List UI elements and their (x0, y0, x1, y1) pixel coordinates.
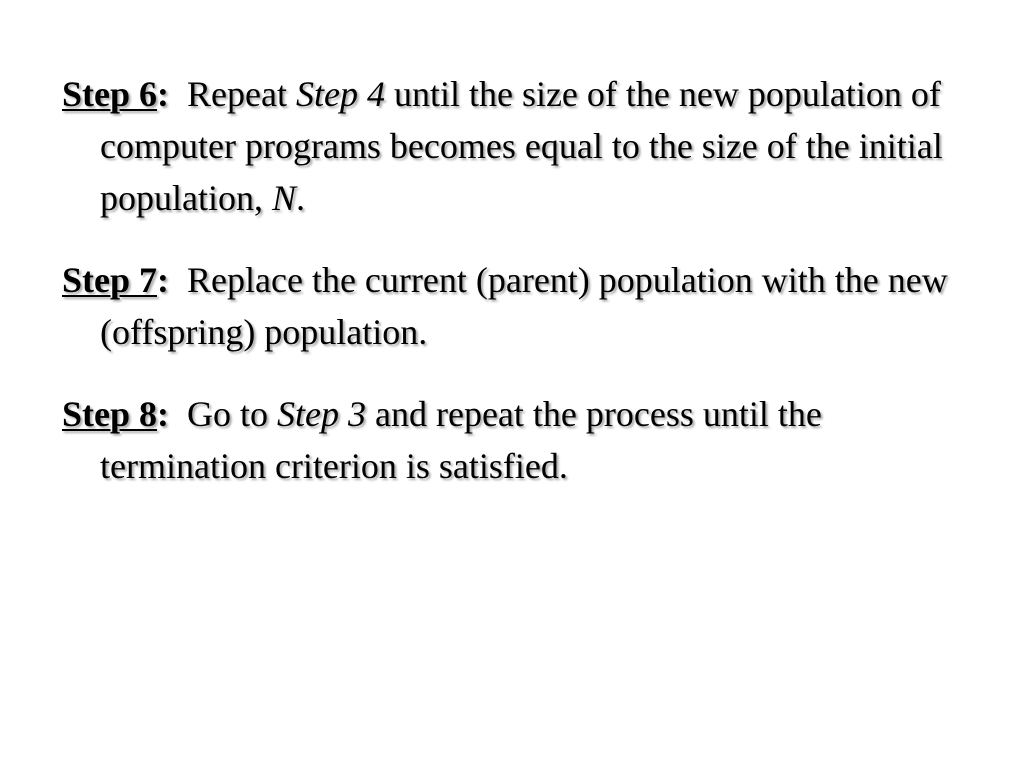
step-8-paragraph (62, 388, 962, 492)
step-6-colon: : (157, 74, 170, 114)
step-8-colon: : (157, 394, 170, 434)
step-6-italic-b: N (271, 178, 296, 218)
step-6-italic-a: Step 4 (295, 74, 385, 114)
step-6-text-b: until the size of the new population of computer programs becomes equal to the size of the initial population, (100, 74, 943, 218)
step-8-text-a: Go to (187, 394, 278, 434)
step-7-paragraph (62, 254, 962, 358)
step-7-label: Step 7 (62, 260, 158, 300)
step-6-text-a: Repeat (187, 74, 296, 114)
step-7-colon: : (157, 260, 170, 300)
step-6-paragraph (62, 68, 962, 224)
step-7-text-a: Replace the current (parent) population with the new (offspring) population. (100, 260, 948, 352)
step-6-label: Step 6 (62, 74, 158, 114)
step-6-text-c: . (296, 178, 305, 218)
step-8-label: Step 8 (62, 394, 158, 434)
steps-list (62, 68, 962, 522)
step-8-italic-a: Step 3 (277, 394, 366, 434)
step-8-text-b: and repeat the process until the termination criterion is satisfied. (100, 394, 822, 486)
